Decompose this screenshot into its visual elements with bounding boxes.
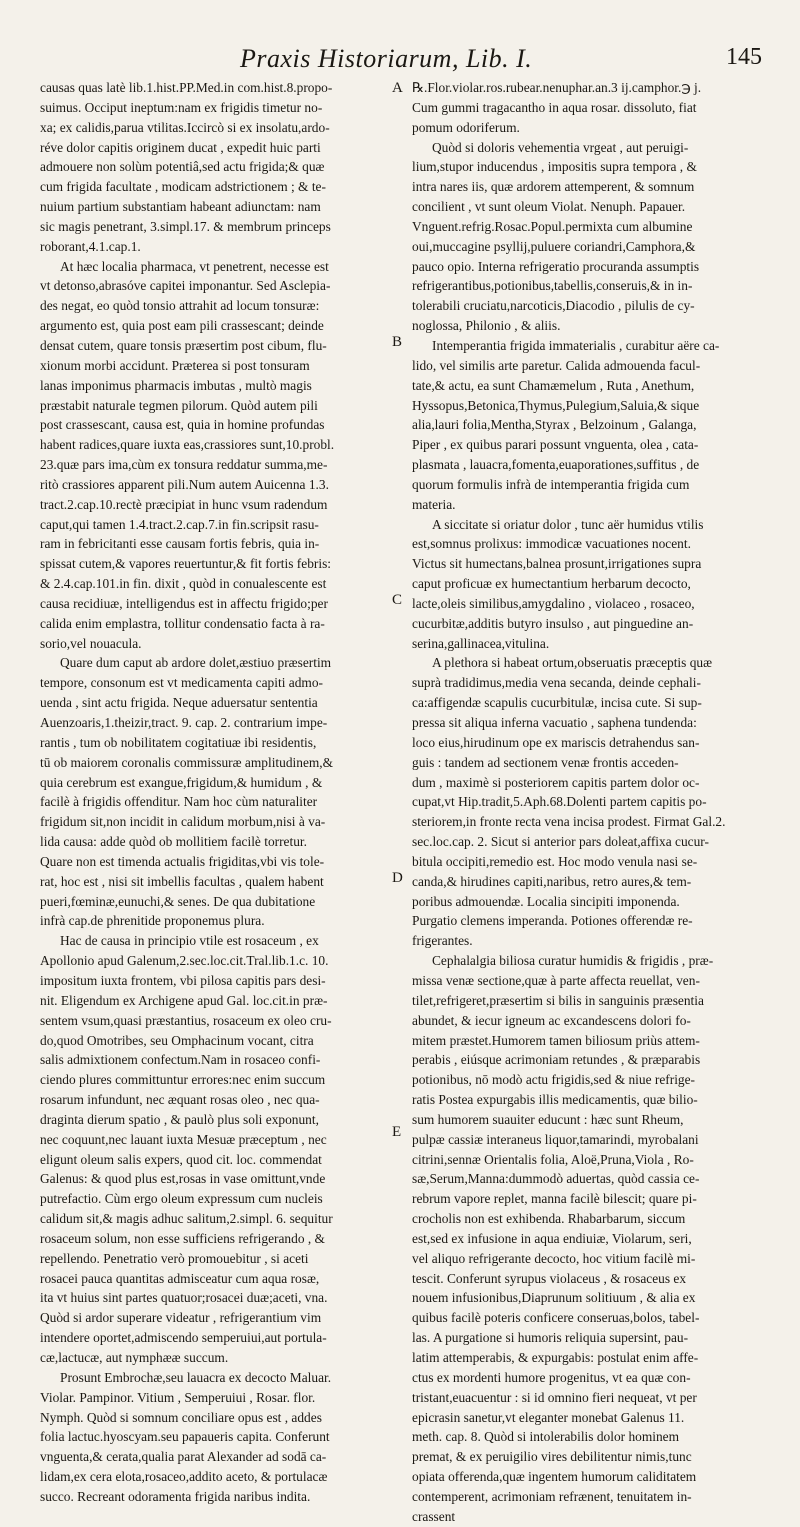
text-line: premat, & ex peruigilio vires debilitentur nimis,tunc [412,1449,692,1465]
text-line: serina,gallinacea,vitulina. [412,635,550,651]
text-line: Apollonio apud Galenum,2.sec.loc.cit.Tral.lib.1.c. 10. [40,953,329,969]
text-line: canda,& hirudines capiti,naribus, retro aures,& tem- [412,873,692,889]
text-line: intendere oportet,admiscendo semperuiui,aut portula- [40,1330,327,1346]
text-line: densat cutem, quare tonsis præsertim post cibum, flu- [40,337,327,353]
text-line: des negat, eo quòd tonsio attrahit ad locum tonsuræ: [40,298,320,314]
text-line: contemperent, acrimoniam refrænent, tenuitatem in- [412,1488,692,1504]
text-line: ita vt huius sint partes quatuor;rosacei duæ;aceti, vna. [40,1290,328,1306]
text-line: sorio,vel nouacula. [40,635,142,651]
text-line: ritò crassiores apparent pili.Num autem Auicenna 1.3. [40,476,329,492]
text-line: rantis , tum ob nobilitatem cogitatiuæ ibi residentis, [40,734,317,750]
text-line: latim attemperabis, & expurgabis: postulat enim affe- [412,1350,699,1365]
text-line: A plethora si habeat ortum,obseruatis præceptis quæ [432,655,713,671]
text-line: At hæc localia pharmaca, vt penetrent, necesse est [60,258,329,274]
text-line: præstabit naturale tegmen pilorum. Quòd autem pili [40,397,318,413]
text-line: tract.2.cap.10.rectè præcipiat in hunc vsum radendum [40,496,328,512]
text-line: Hyssopus,Betonica,Thymus,Pulegium,Saluia,& sique [412,397,700,413]
text-line: Nymph. Quòd si somnum conciliare opus est , addes [40,1409,322,1425]
text-line: est,somnus prolixus: immodicæ vacuationes nocent. [412,536,691,552]
text-line: ciendo plures committuntur errores:nec enim succum [40,1072,326,1088]
text-line: uenda , sint actu frigida. Neque aduersatur sententia [40,695,318,711]
text-line: sentem vsum,quasi præstantius, rosaceum ex oleo cru- [40,1012,332,1028]
text-line: opiata offerenda,quæ ingentem humorum caliditatem [412,1469,697,1485]
margin-marker-d: D [392,870,403,886]
text-line: ℞.Flor.violar.ros.rubear.nenuphar.an.3 ij.camphor.℈ j. [412,80,702,95]
text-line: succo. Recreant odoramenta frigida naribus indita. [40,1488,311,1504]
text-line: Quòd si ardor superare videatur , refrigerantium vim [40,1310,322,1326]
text-line: Violar. Pampinor. Vitium , Semperuiui , Rosar. flor. [40,1389,316,1405]
text-line: vel aliquo refrigerante decocto, hoc vitium facilè mi- [412,1250,696,1266]
text-line: pauco opio. Interna refrigeratio procuranda assumptis [412,258,700,274]
margin-marker-e: E [392,1124,402,1140]
text-line: lido, vel similis arte paretur. Calida admouenda facul- [412,357,701,373]
text-line: calida enim emplastra, tollitur condensatio facta à ra- [40,615,325,631]
text-line: 23.quæ pars ima,cùm ex tonsura reddatur summa,me- [40,457,328,473]
text-line: causa recidiuæ, intelligendus est in affectu frigido;per [40,595,328,611]
text-line: xionum morbi accidunt. Præterea si post tonsuram [40,357,310,373]
text-line: bitula occipiti,remedio est. Hoc modo venula nasi se- [412,853,698,869]
text-line: dum , maximè si posteriorem capitis partem dolor oc- [412,774,700,790]
page-number: 145 [726,44,762,70]
text-line: loco eius,hirudinum ope ex mariscis detrahendus san- [412,734,700,750]
text-line: Purgatio clemens imperanda. Potiones offerendæ re- [412,913,693,929]
text-line: est,sed ex infusione in aqua endiuiæ, Violarum, seri, [412,1230,692,1246]
running-title: Praxis Historiarum, Lib. I. [240,44,533,73]
text-line: epicrasin sanetur,vt eleganter monebat Galenus 11. [412,1409,685,1425]
text-line: salis admixtionem confectum.Nam in rosaceo confi- [40,1052,321,1068]
text-line: tilet,refrigeret,præsertim si bilis in sanguinis præsentia [412,992,704,1008]
text-line: facilè à frigidis offenditur. Nam hoc cùm naturaliter [40,794,318,810]
text-line: guis : tandem ad sectionem venæ frontis acceden- [412,754,679,770]
text-line: pomum odoriferum. [412,119,520,135]
text-line: lacte,oleis similibus,amygdalino , violaceo , rosaceo, [412,595,695,611]
text-line: Hac de causa in principio vtile est rosaceum , ex [60,933,319,949]
text-line: abundet, & iecur igneum ac excandescens dolori fo- [412,1012,691,1028]
text-line: lium,stupor inducendus , impositis supra tempora , & [412,159,697,175]
text-line: crocholis non est exhibenda. Rhabarbarum, siccum [412,1211,686,1227]
text-line: Galenus: & quod plus est,rosas in vase omittunt,vnde [40,1171,326,1187]
text-line: caput,qui tamen 1.4.tract.2.cap.7.in fin.scripsit rasu- [40,516,319,532]
text-line: tempore, consonum est vt medicamenta capiti admo- [40,675,323,691]
text-line: pressa sit aliqua inferna vacuatio , saphena tundenda: [412,715,697,730]
text-line: réve dolor capitis originem ducat , expedit huic parti [40,139,321,155]
text-line: Piper , ex quibus parari possunt vnguenta, olea , cata- [412,437,699,453]
text-line: missa venæ sectione,quæ à parte affecta reuellat, ven- [412,972,700,988]
text-line: Quòd si doloris vehementia vrgeat , aut peruigi- [432,139,689,155]
text-line: las. A purgatione si humoris reliquia supersint, pau- [412,1330,689,1346]
text-line: impositum iuxta frontem, vbi pilosa capitis pars desi- [40,972,326,988]
text-line: meth. cap. 8. Quòd si intolerabilis dolor hominem [412,1429,680,1445]
text-line: sic magis penetrant, 3.simpl.17. & membrum princeps [40,218,331,234]
text-line: cæ,lactucæ, aut nymphææ succum. [40,1350,229,1365]
text-line: pueri,fœminæ,eunuchi,& senes. De qua dubitatione [40,893,316,909]
text-line: nouem infusionibus,Diaprunum solitiuum , & alia ex [412,1290,696,1306]
text-line: ram in febricitanti esse causam fortis febris, quia in- [40,536,320,552]
text-line: quorum formulis infrà de intemperantia frigida cum [412,476,690,492]
text-line: repellendo. Penetratio verò promouebitur , si aceti [40,1250,309,1266]
text-line: alia,lauri folia,Mentha,Styrax , Belzoinum , Galanga, [412,417,697,433]
text-line: tescit. Conferunt syrupus violaceus , & rosaceus ex [412,1270,687,1286]
text-line: tristant,euacuentur : si id omnino fieri nequeat, vt per [412,1389,697,1405]
margin-marker-b: B [392,334,403,350]
text-line: frigerantes. [412,933,473,949]
text-line: Cum gummi tragacantho in aqua rosar. dissoluto, fiat [412,99,697,115]
text-line: folia lactuc.hyoscyam.seu papaueris capita. Conferunt [40,1429,330,1445]
text-line: ctus ex mordenti humore progenitus, vt ea quæ con- [412,1369,691,1385]
text-line: eligunt oleum salis expers, quod cit. loc. commendat [40,1151,322,1167]
right-text-column [412,78,764,1527]
text-line: post crassescant, causa est, quia in homine profundas [40,417,325,433]
text-line: quia cerebrum est exangue,frigidum,& humidum , & [40,774,323,790]
left-text-column [40,78,392,1507]
text-line: intra nares iis, quæ ardorem attemperent, & somnum [412,179,695,195]
text-line: frigidum sit,non incidit in calidum morbum,nisi à va- [40,814,326,830]
text-line: citrini,sennæ Orientalis folia, Aloë,Pruna,Viola , Ro- [412,1151,694,1167]
text-line: draginta dierum spatio , & paulò plus soli exponunt, [40,1111,319,1127]
text-line: suimus. Occiput ineptum:nam ex frigidis timetur no- [40,99,323,115]
text-line: nec coquunt,nec lauant iuxta Mesuæ præceptum , nec [40,1131,327,1147]
text-line: sec.loc.cap. 2. Sicut si anterior pars doleat,affixa cucur- [412,834,709,850]
text-line: argumento est, quia post eam pili crassescant; deinde [40,318,324,334]
text-line: calidum sit,& magis adhuc salitum,2.simpl. 6. sequitur [40,1211,333,1227]
text-line: cucurbitæ,additis butyro insulso , aut pinguedine an- [412,615,694,631]
text-line: cum frigida facultate , modicam adstrictionem ; & te- [40,179,326,195]
text-line: lidam,ex cera elota,rosaceo,addito aceto, & portulacæ [40,1469,328,1485]
text-line: do,quod Omotribes, seu Omphacinum vocant, citra [40,1032,314,1048]
text-line: potionibus, nō modò actu frigidis,sed & niue refrige- [412,1072,696,1088]
text-line: poribus admouendæ. Localia sincipiti imponenda. [412,893,680,909]
text-line: tū ob maiorem coronalis commissuræ amplitudinem,& [40,754,334,770]
text-line: Quare non est timenda actualis frigiditas,vbi vis tole- [40,853,325,869]
text-line: materia. [412,496,456,512]
text-line: sum humorem suauiter educunt : hæc sunt Rheum, [412,1111,684,1127]
text-line: xa; ex calidis,parua vtilitas.Iccircò si ex insolatu,ardo- [40,119,330,135]
text-line: tate,& actu, ea sunt Chamæmelum , Ruta , Anethum, [412,377,695,393]
text-line: cupat,vt Hip.tradit,5.Aph.68.Dolenti partem capitis po- [412,794,707,810]
text-line: lida causa: adde quòd ob mollitiem facilè torretur. [40,834,307,850]
text-line: vnguenta,& cerata,qualia parat Alexander ad sodā ca- [40,1449,327,1465]
margin-marker-c: C [392,592,403,608]
margin-marker-a: A [392,80,403,96]
text-line: noglossa, Philonio , & aliis. [412,318,561,334]
text-line: sæ,Serum,Manna:dummodò aduertas, quòd cassia ce- [412,1171,700,1187]
text-line: infrà cap.de phrenitide proponemus plura. [40,913,265,929]
text-line: perabis , eiúsque acrimoniam retundes , & præparabis [412,1052,701,1068]
text-line: ca:affigendæ scapulis cucurbitulæ, incisa cute. Si sup- [412,695,702,711]
text-line: spissat cutem,& vapores reuertuntur,& fit fortis febris: [40,556,332,572]
text-line: quibus facilè poteris conficere conseruas,bolos, tabel- [412,1310,700,1326]
text-line: & 2.4.cap.101.in fin. dixit , quòd in conualescente est [40,576,327,592]
text-line: rat, hoc est , nisi sit imbellis facultas , qualem habent [40,873,324,889]
text-line: nuium partium substantiam habeant adiunctam: nam [40,199,321,215]
text-line: refrigerantibus,potionibus,tabellis,conseruis,& in in- [412,278,693,294]
text-line: ratis Postea expurgabis illis medicamentis, quæ bilio- [412,1092,698,1108]
text-line: Auenzoaris,1.theizir,tract. 9. cap. 2. contrarium impe- [40,715,328,730]
text-line: lanas imponimus pharmacis imbutas , multò magis [40,377,312,393]
text-line: rebrum vapore replet, manna facilè bilescit; quare pi- [412,1191,697,1207]
text-line: tolerabili cruciatu,narcoticis,Diacodio , pilulis de cy- [412,298,695,314]
text-line: vt detonso,abrasóve capitei imponantur. Sed Asclepia- [40,278,331,294]
text-line: plasmata , lauacra,fomenta,euaporationes,suffitus , de [412,457,700,473]
text-line: Vnguent.refrig.Rosac.Popul.permixta cum albumine [412,218,693,234]
text-line: admouere non solùm potentiâ,sed actu frigida;& quæ [40,159,325,175]
text-line: habent radices,quare iuxta eas,crassiores sunt,10.probl. [40,437,335,453]
text-line: steriorem,in fronte recta vena incisa prodest. Firmat Gal.2. [412,814,726,830]
text-line: concilient , vt sunt oleum Violat. Nenuph. Papauer. [412,199,686,215]
text-line: putrefactio. Cùm ergo oleum expressum cum nucleis [40,1191,323,1207]
text-line: Intemperantia frigida immaterialis , curabitur aëre ca- [432,337,720,353]
text-line: roborant,4.1.cap.1. [40,238,141,254]
text-line: crassent [412,1508,456,1524]
text-line: Cephalalgia biliosa curatur humidis & frigidis , præ- [432,953,714,969]
text-line: Victus sit humectans,balnea prosunt,irrigationes supra [412,556,702,572]
text-line: Quare dum caput ab ardore dolet,æstiuo præsertim [60,655,332,671]
text-line: rosacei pauca quantitas admisceatur cum aqua rosæ, [40,1270,320,1286]
text-line: rosarum infundunt, nec æquant rosas oleo , nec qua- [40,1092,320,1108]
text-line: caput proficuæ ex humectantium herbarum decocto, [412,576,691,592]
text-line: suprà tradidimus,media vena secanda, deinde cephali- [412,675,701,691]
text-line: causas quas latè lib.1.hist.PP.Med.in com.hist.8.propo- [40,80,333,95]
text-line: rosaceum solum, non esse sufficiens refrigerando , & [40,1230,325,1246]
text-line: mitem præstet.Humorem tamen biliosum priùs attem- [412,1032,700,1048]
text-line: pulpæ cassiæ interaneus liquor,tamarindi, myrobalani [412,1131,699,1147]
text-line: oui,muccagine psyllij,puluere coriandri,Camphora,& [412,238,696,254]
text-line: Prosunt Embrochæ,seu lauacra ex decocto Maluar. [60,1369,332,1385]
text-line: A siccitate si oriatur dolor , tunc aër humidus vtilis [432,516,704,532]
text-line: nit. Eligendum ex Archigene apud Gal. loc.cit.in præ- [40,992,328,1008]
